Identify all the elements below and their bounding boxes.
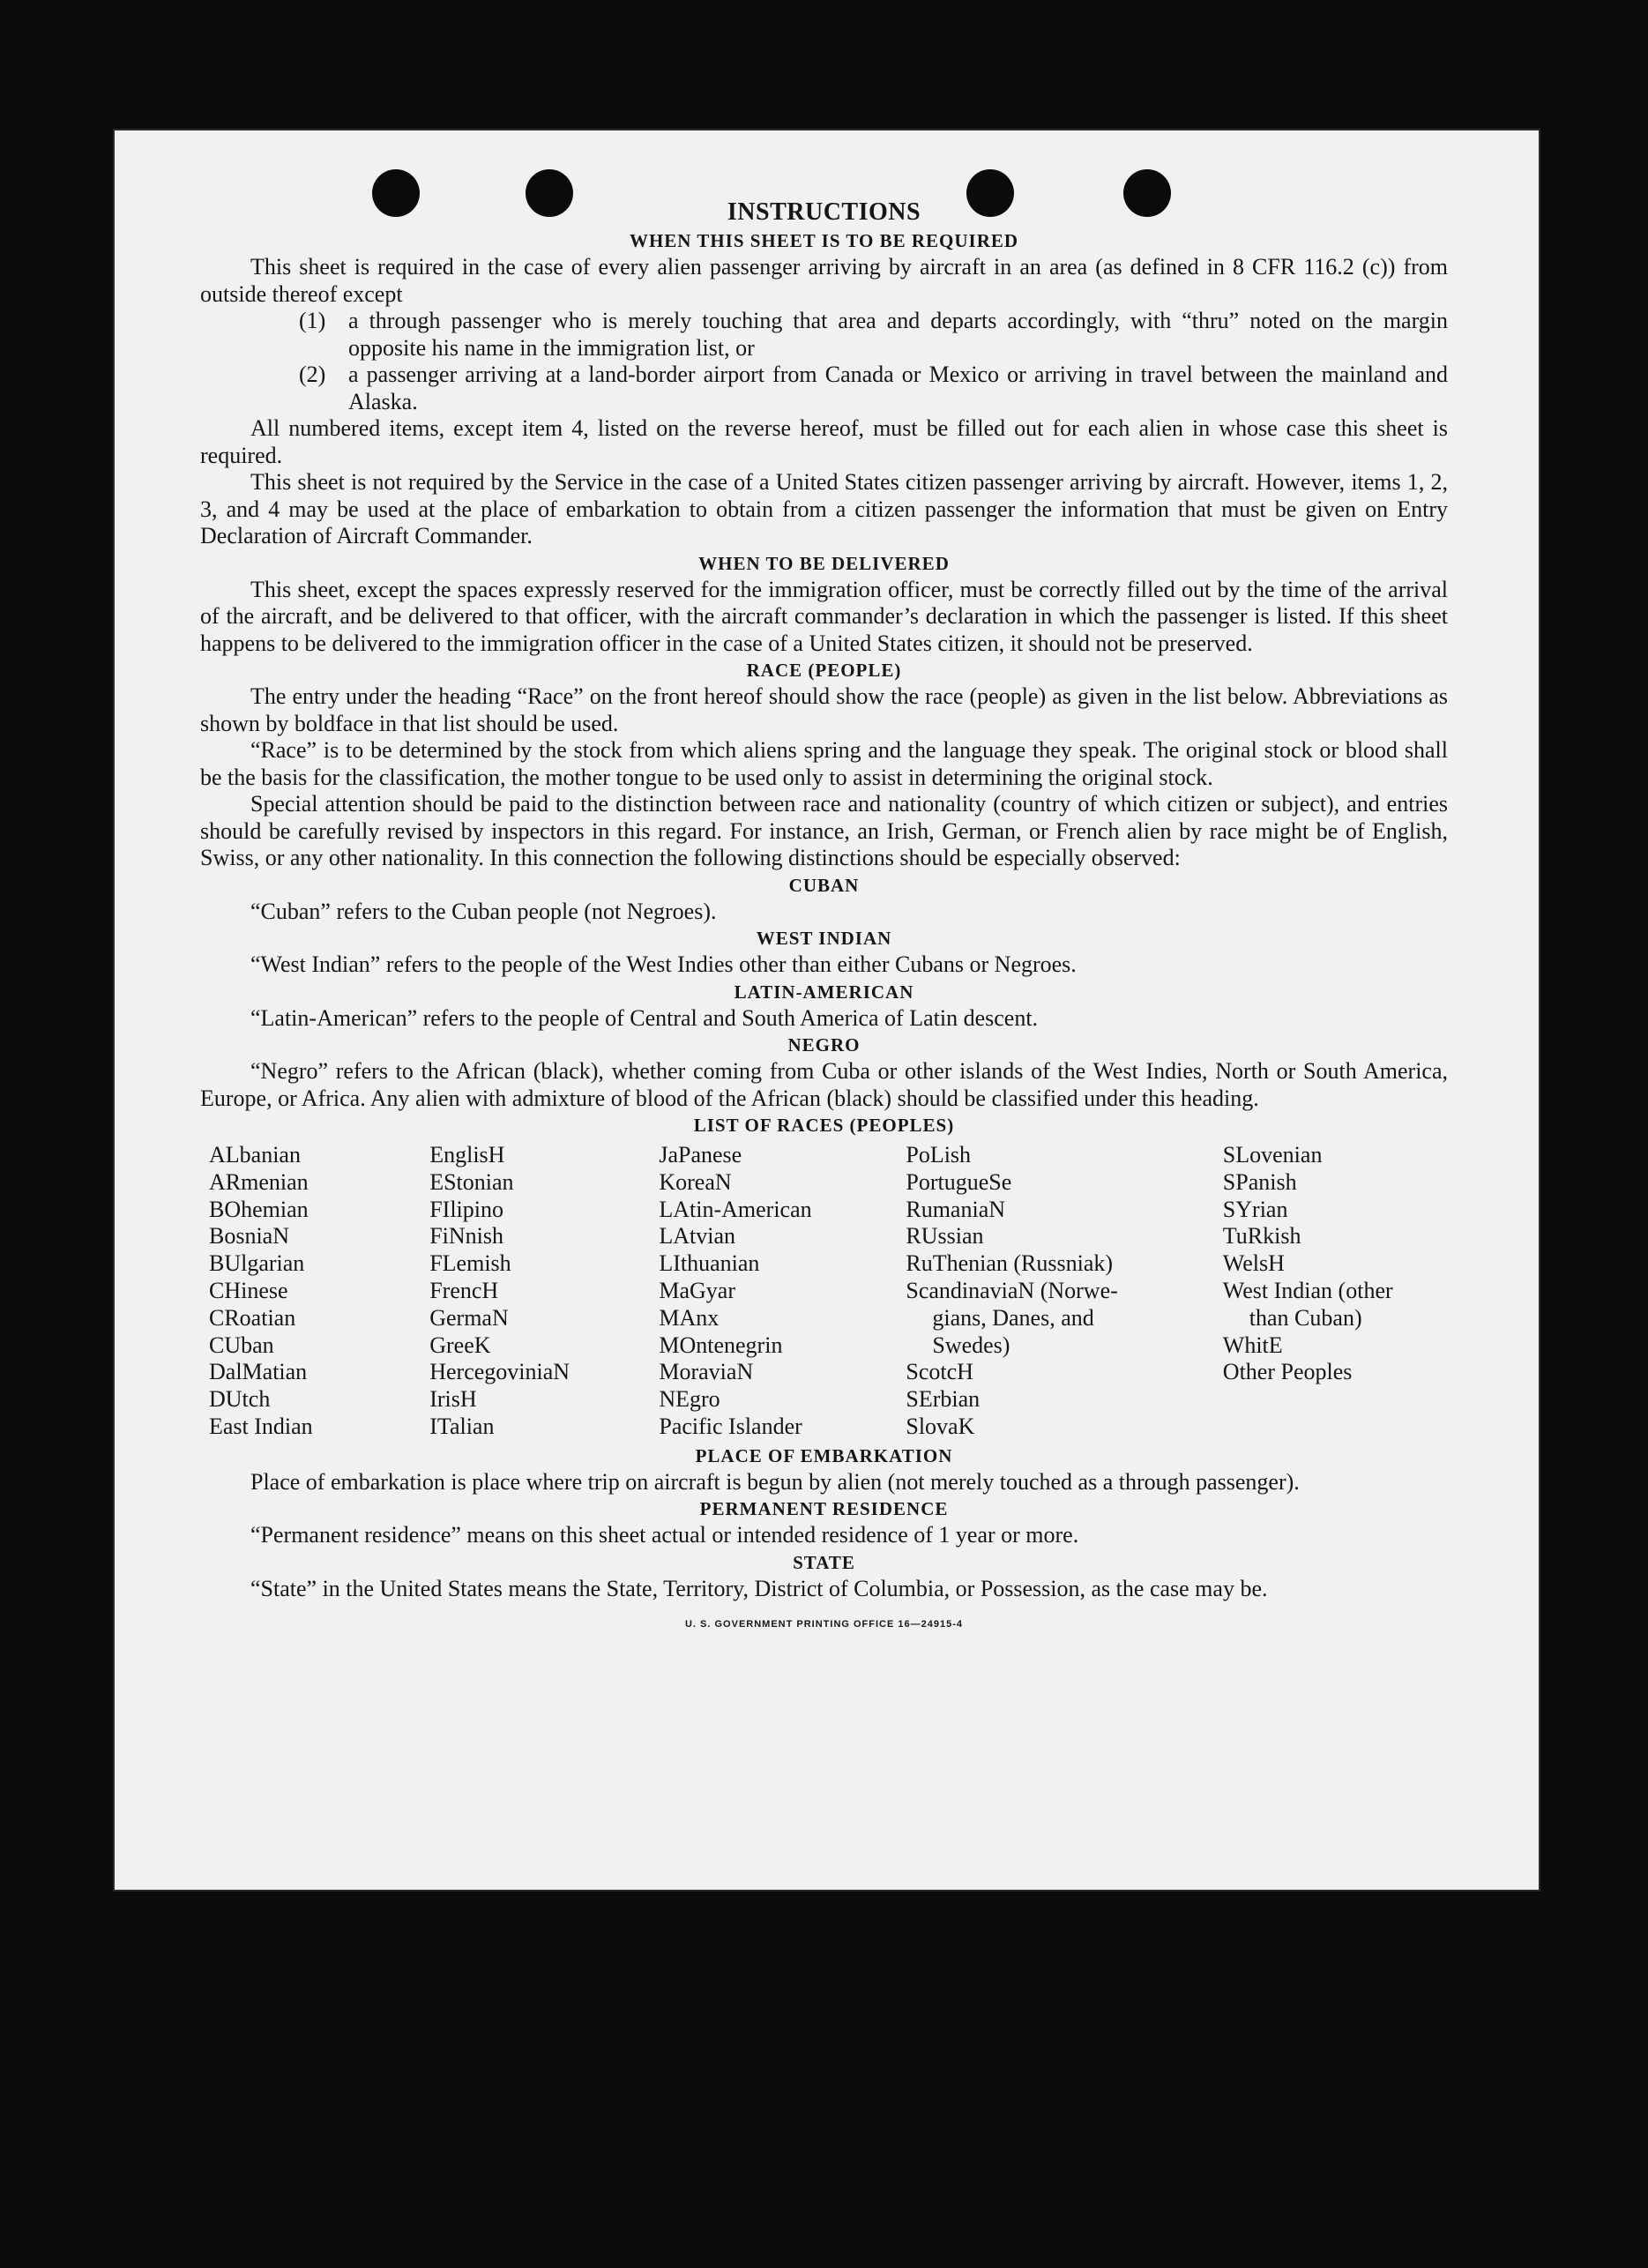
race-entry: NEgro [659, 1386, 720, 1413]
race-entry: KoreaN [659, 1168, 732, 1195]
race-entry: BUlgarian [209, 1250, 305, 1277]
race-entry: RuThenian (Russniak) [906, 1250, 1114, 1277]
paragraph: “State” in the United States means the State, Territory, District of Columbia, or Possession, as the case may be. [250, 1575, 1268, 1601]
document-page [115, 131, 1539, 1890]
race-entry: DUtch [209, 1386, 271, 1413]
race-entry: SYrian [1222, 1196, 1288, 1222]
race-entry: FiNnish [429, 1223, 504, 1250]
race-entry: West Indian (other [1222, 1277, 1393, 1303]
race-entry: FIlipino [429, 1196, 504, 1222]
race-entry: MOntenegrin [659, 1332, 783, 1358]
heading-negro: NEGRO [787, 1034, 861, 1056]
paragraph: This sheet, except the spaces expressly reserved for the immigration officer, must be correctly filled out by the time of the arrival of the aircraft, and be delivered to that officer, with the aircraft commander’s declaration in which the passenger is listed. If this sheet happens to be delivered to the immigration officer in the case of a United States citizen, it should not be preserved. [200, 576, 1448, 656]
list-item [200, 362, 1448, 415]
race-entry: MAnx [659, 1304, 720, 1331]
paragraph: “Latin-American” refers to the people of Central and South America of Latin descent. [250, 1004, 1039, 1031]
races-column [659, 1142, 906, 1441]
race-entry: LAtin-American [659, 1196, 812, 1222]
paragraph: “West Indian” refers to the people of the West Indies other than either Cubans or Negroes. [250, 951, 1077, 977]
races-column [429, 1142, 659, 1441]
race-entry: SLovenian [1222, 1142, 1323, 1168]
list-item [200, 308, 1448, 362]
paragraph: “Cuban” refers to the Cuban people (not Negroes). [250, 898, 717, 924]
printing-office-footer: U. S. GOVERNMENT PRINTING OFFICE 16—24915-4 [684, 1619, 963, 1630]
race-entry: FrencH [429, 1277, 499, 1303]
race-entry: BOhemian [209, 1196, 309, 1222]
heading-place-of-embarkation: PLACE OF EMBARKATION [695, 1444, 953, 1466]
race-entry: ALbanian [209, 1142, 301, 1168]
paragraph: “Race” is to be determined by the stock from which aliens spring and the language they speak. The original stock or blood shall be the basis for the classification, the mother tongue to be used only to assist in determining the original stock. [200, 737, 1448, 790]
race-entry: EStonian [429, 1168, 514, 1195]
race-entry: EnglisH [429, 1142, 505, 1168]
race-entry: ScotcH [906, 1359, 973, 1385]
paragraph: “Negro” refers to the African (black), whether coming from Cuba or other islands of the West Indies, North or South America, Europe, or Africa. Any alien with admixture of blood of the African (black) should be classified under this heading. [200, 1058, 1448, 1111]
race-entry: PortugueSe [906, 1168, 1012, 1195]
race-entry: DalMatian [209, 1359, 308, 1385]
race-entry: LIthuanian [659, 1250, 760, 1277]
paragraph: The entry under the heading “Race” on the front hereof should show the race (people) as given in the list below. Abbreviations as shown by boldface in that list should be used. [200, 683, 1448, 736]
race-entry: MoraviaN [659, 1359, 754, 1385]
heading-latin-american: LATIN-AMERICAN [734, 981, 914, 1003]
paragraph: This sheet is required in the case of every alien passenger arriving by aircraft in an area (as defined in 8 CFR 116.2 (c)) from outside thereof except [200, 254, 1448, 307]
item-number: (1) [299, 308, 326, 333]
heading-when-delivered: WHEN TO BE DELIVERED [698, 552, 950, 574]
race-entry: TuRkish [1222, 1223, 1301, 1250]
paragraph: Place of embarkation is place where trip on aircraft is begun by alien (not merely touched as a through passenger). [250, 1468, 1300, 1495]
race-entry: Pacific Islander [659, 1413, 802, 1439]
race-entry: East Indian [209, 1413, 313, 1439]
item-text: a passenger arriving at a land-border airport from Canada or Mexico or arriving in travel between the mainland and Alaska. [348, 362, 1448, 414]
heading-permanent-residence: PERMANENT RESIDENCE [699, 1498, 949, 1520]
races-list [209, 1142, 1448, 1441]
race-entry: GreeK [429, 1332, 491, 1358]
race-entry: GermaN [429, 1304, 509, 1331]
heading-race: RACE (PEOPLE) [746, 660, 902, 681]
race-entry: HercegoviniaN [429, 1359, 570, 1385]
race-entry: SErbian [906, 1386, 981, 1413]
race-entry: IrisH [429, 1386, 477, 1413]
item-text: a through passenger who is merely touching that area and departs accordingly, with “thru” noted on the margin opposite his name in the immigration list, or [348, 308, 1448, 361]
race-entry: JaPanese [659, 1142, 742, 1168]
item-number: (2) [299, 362, 326, 387]
race-entry: WhitE [1222, 1332, 1283, 1358]
races-column [1223, 1142, 1448, 1441]
paragraph: Special attention should be paid to the distinction between race and nationality (country of which citizen or subject), and entries should be carefully revised by inspectors in this regard. For instance, an Irish, German, or French alien by race might be of English, Swiss, or any other nationality. In this connection the following distinctions should be especially observed: [200, 791, 1448, 870]
race-entry: CHinese [209, 1277, 288, 1303]
paragraph: All numbered items, except item 4, listed on the reverse hereof, must be filled out for each alien in whose case this sheet is required. [200, 415, 1448, 468]
races-column [906, 1142, 1222, 1441]
heading-cuban: CUBAN [788, 874, 860, 896]
paragraph: This sheet is not required by the Service in the case of a United States citizen passenger arriving by aircraft. However, items 1, 2, 3, and 4 may be used at the place of embarkation to obtain from a citizen passenger the information that must be given on Entry Declaration of Aircraft Commander. [200, 469, 1448, 548]
race-entry: ARmenian [209, 1168, 309, 1195]
race-entry: MaGyar [659, 1277, 735, 1303]
race-entry: ITalian [429, 1413, 495, 1439]
race-entry: SPanish [1222, 1168, 1297, 1195]
race-entry: gians, Danes, and [932, 1304, 1094, 1331]
heading-when-required: WHEN THIS SHEET IS TO BE REQUIRED [629, 230, 1019, 251]
race-entry: WelsH [1222, 1250, 1285, 1277]
page-title: INSTRUCTIONS [727, 198, 921, 226]
race-entry: RUssian [906, 1223, 984, 1250]
race-entry: SlovaK [906, 1413, 975, 1439]
race-entry: Other Peoples [1222, 1359, 1353, 1385]
race-entry: CUban [209, 1332, 274, 1358]
race-entry: CRoatian [209, 1304, 296, 1331]
heading-west-indian: WEST INDIAN [756, 928, 892, 949]
race-entry: BosniaN [209, 1223, 289, 1250]
instructions-content [200, 198, 1448, 1638]
race-entry: than Cuban) [1249, 1304, 1362, 1331]
race-entry: RumaniaN [906, 1196, 1006, 1222]
paragraph: “Permanent residence” means on this sheet actual or intended residence of 1 year or more. [250, 1522, 1079, 1548]
races-column [209, 1142, 429, 1441]
heading-list-of-races: LIST OF RACES (PEOPLES) [693, 1115, 955, 1136]
race-entry: FLemish [429, 1250, 511, 1277]
race-entry: PoLish [906, 1142, 972, 1168]
race-entry: Swedes) [932, 1332, 1010, 1358]
race-entry: LAtvian [659, 1223, 736, 1250]
race-entry: ScandinaviaN (Norwe- [906, 1277, 1118, 1303]
heading-state: STATE [793, 1551, 855, 1573]
